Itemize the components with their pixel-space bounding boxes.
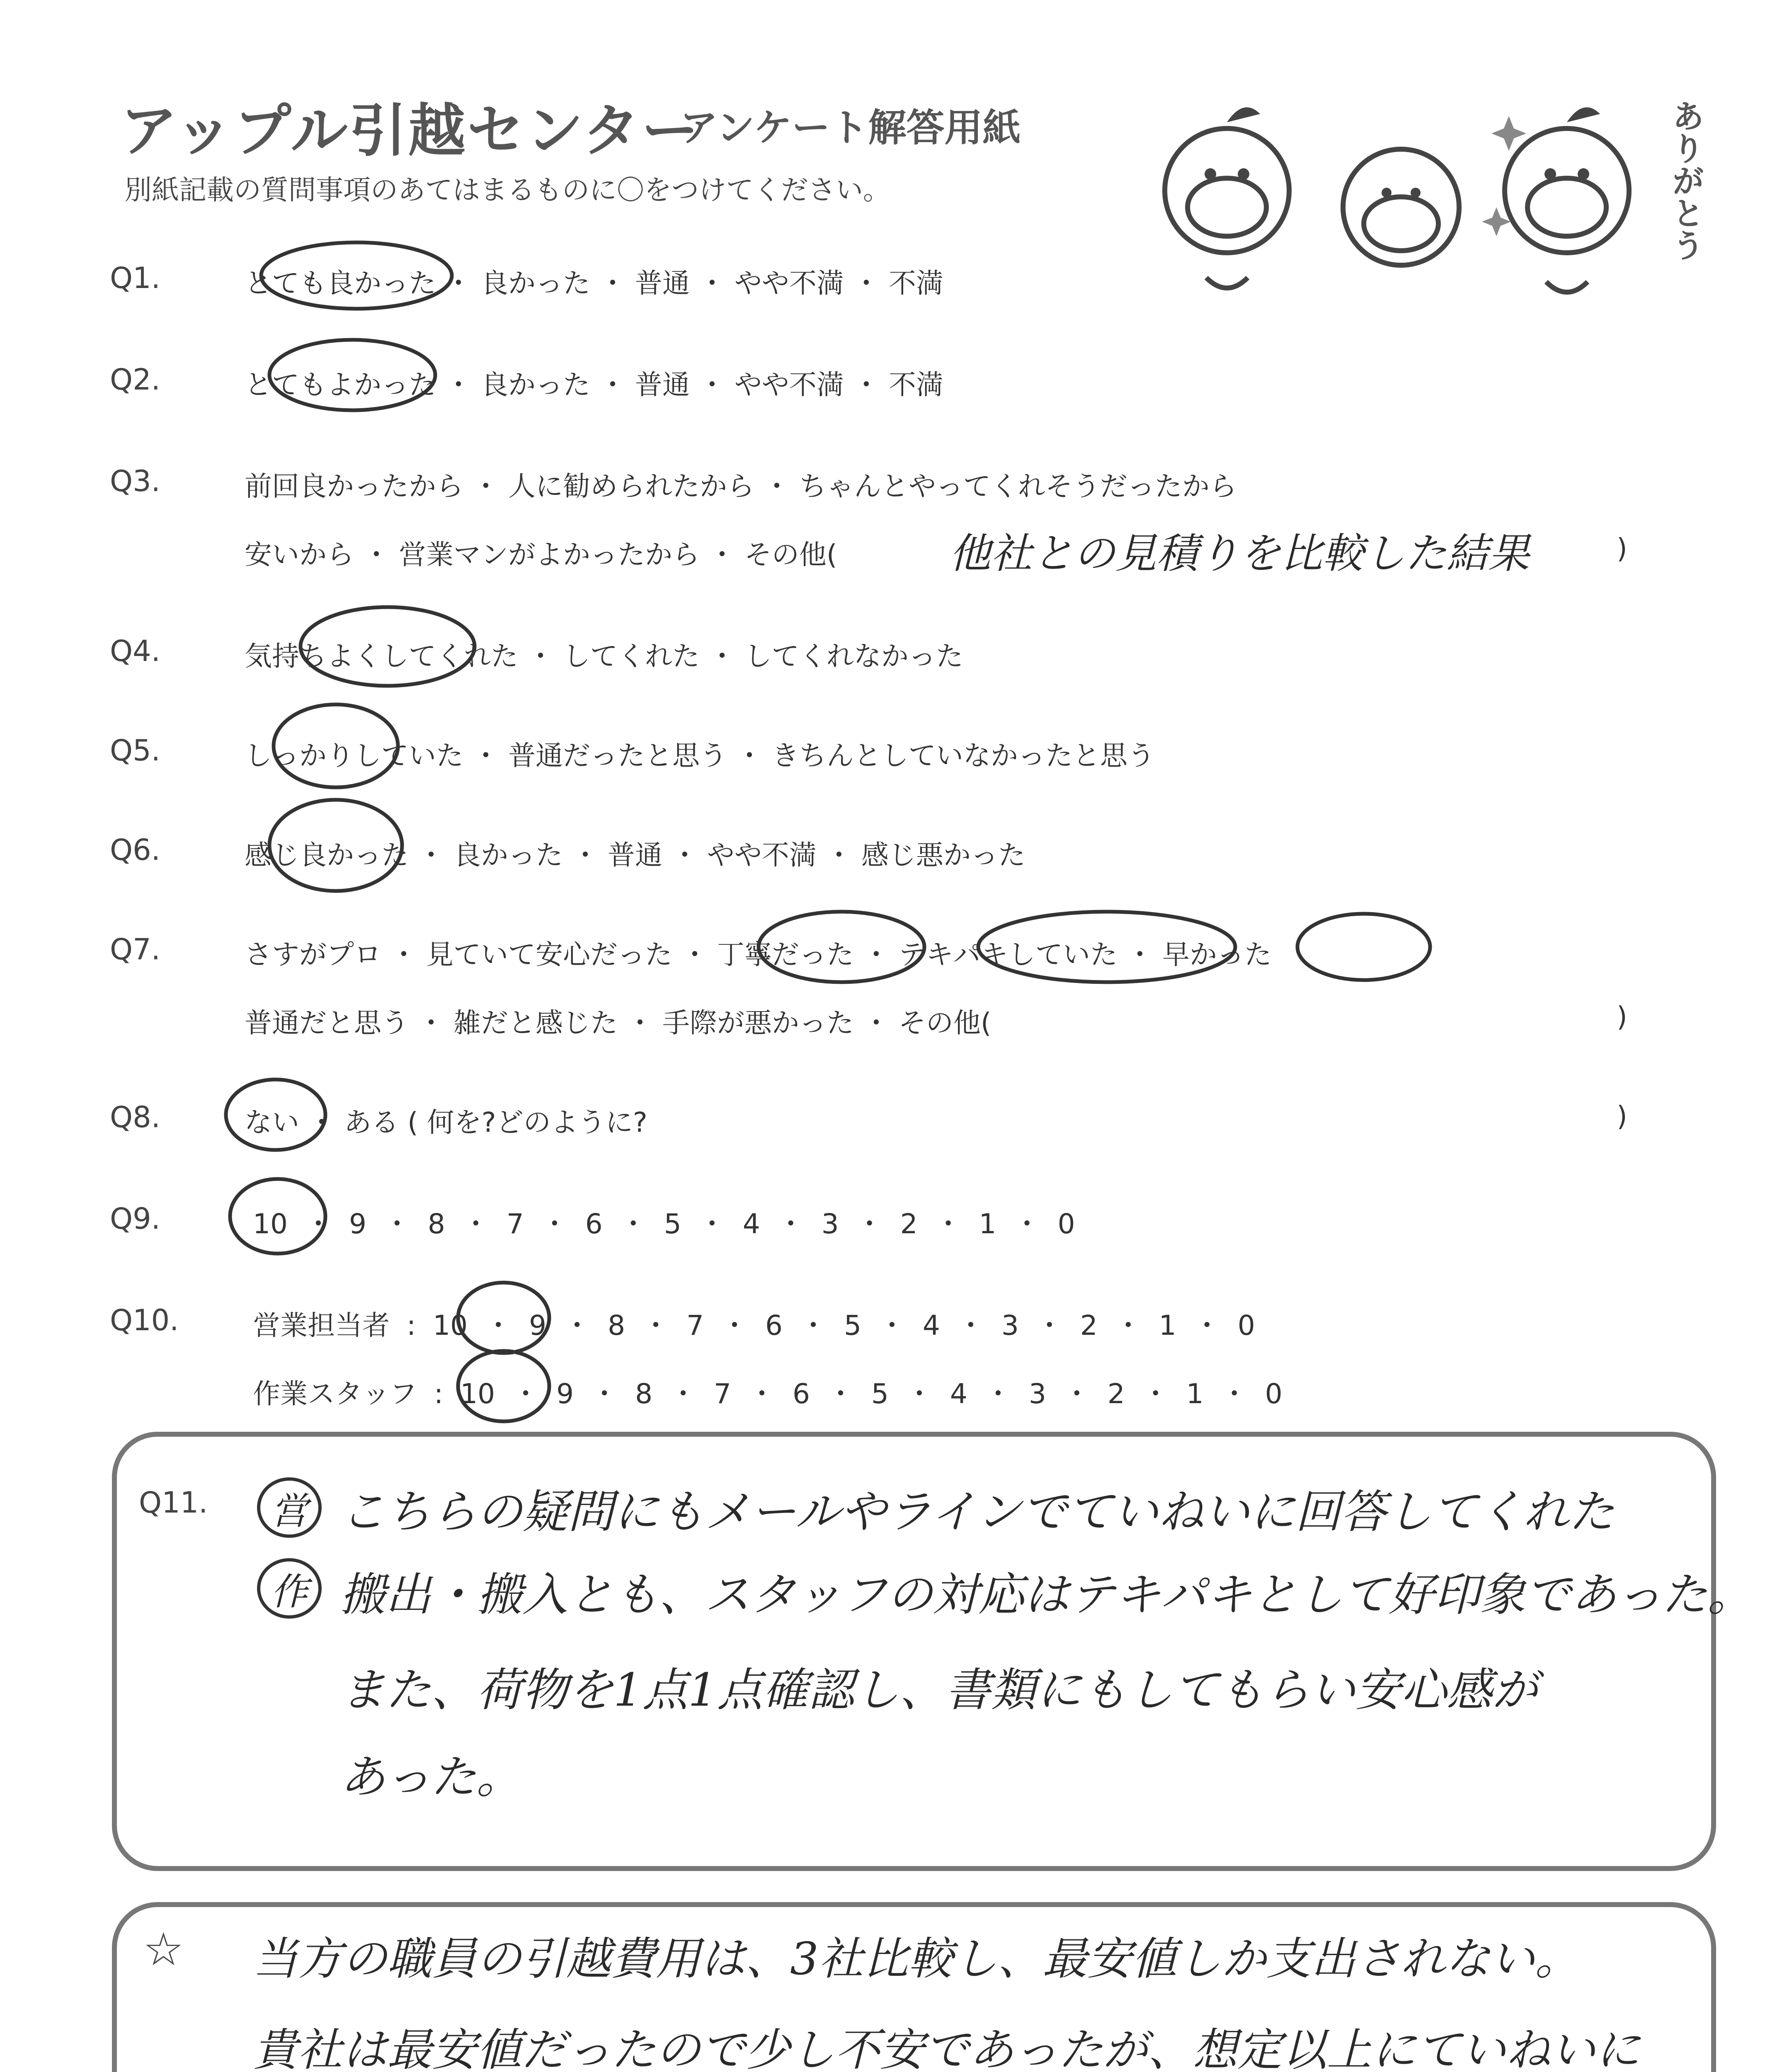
q8-label: Q8. [110,1100,160,1134]
comment-line-1: 当方の職員の引越費用は、3社比較し、最安値しか支出されない。 [253,1933,1580,1985]
q11-line-2: 搬出・搬入とも、スタッフの対応はテキパキとして好印象であった。 [340,1568,1753,1621]
q3-other-answer: 他社との見積りを比較した結果 [949,529,1530,578]
q3-paren-close: ) [1617,533,1627,564]
q7-options-line2[interactable]: 普通だと思う ・ 雑だと感じた ・ 手際が悪かった ・ その他( [245,1007,992,1039]
q11-line-3: また、荷物を1点1点確認し、書類にもしてもらい安心感が [340,1663,1538,1716]
form-title: アップル引越センター [120,97,701,164]
q3-label: Q3. [110,464,160,498]
q10-label: Q10. [110,1303,179,1337]
q11-line-1: こちらの疑問にもメールやラインでていねいに回答してくれた [340,1485,1615,1538]
q11-sales-marker: 営 [257,1477,322,1538]
q8-options[interactable]: ない ・ ある ( 何を?どのように? [245,1106,647,1138]
q6-label: Q6. [110,833,160,867]
comment-line-2: 貴社は最安値だったので少し不安であったが、想定以上にていねいに [253,2024,1640,2072]
q1-options[interactable]: とても良かった ・ 良かった ・ 普通 ・ やや不満 ・ 不満 [245,267,943,299]
q7-label: Q7. [110,932,160,966]
mascot-caption: ありがとう [1667,99,1704,261]
q6-options[interactable]: 感じ良かった ・ 良かった ・ 普通 ・ やや不満 ・ 感じ悪かった [245,839,1026,871]
instruction-text: 別紙記載の質問事項のあてはまるものに〇をつけてください。 [124,174,890,206]
q1-answer-circle [261,242,452,309]
q5-label: Q5. [110,733,160,767]
q5-answer-circle [274,704,398,787]
q6-answer-circle [269,800,402,891]
q11-line-4: あった。 [340,1750,522,1803]
q8-paren-close: ) [1617,1100,1627,1132]
q1-label: Q1. [110,261,160,295]
q10-sales-circle [458,1283,549,1353]
form-subtitle: アンケート解答用紙 [680,106,1021,150]
q4-label: Q4. [110,634,160,668]
q10-sales-scale[interactable]: 営業担当者 : 10 ・ 9 ・ 8 ・ 7 ・ 6 ・ 5 ・ 4 ・ 3 ・ 2 ・ 1 ・ 0 [253,1310,1255,1341]
q10-staff-scale[interactable]: 作業スタッフ : 10 ・ 9 ・ 8 ・ 7 ・ 6 ・ 5 ・ 4 ・ 3 ・ 2 ・ 1 ・ 0 [253,1378,1283,1410]
q3-options-line2[interactable]: 安いから ・ 営業マンがよかったから ・ その他( [245,539,837,571]
star-icon: ☆ [143,1923,184,1976]
q11-label: Q11. [139,1486,208,1520]
q9-scale[interactable]: 10 ・ 9 ・ 8 ・ 7 ・ 6 ・ 5 ・ 4 ・ 3 ・ 2 ・ 1 ・ 0 [253,1208,1075,1240]
q5-options[interactable]: しっかりしていた ・ 普通だったと思う ・ きちんとしていなかったと思う [245,740,1155,772]
q8-answer-circle [226,1080,325,1150]
q2-options[interactable]: とてもよかった ・ 良かった ・ 普通 ・ やや不満 ・ 不満 [245,369,943,401]
q11-staff-marker: 作 [257,1558,322,1619]
q7-circle-fast [1297,914,1430,980]
q7-circle-efficient [978,912,1235,982]
q4-options[interactable]: 気持ちよくしてくれた ・ してくれた ・ してくれなかった [245,640,963,672]
q2-label: Q2. [110,363,160,397]
q7-circle-polite [759,912,924,982]
q9-answer-circle [230,1179,325,1254]
q7-paren-close: ) [1617,1001,1627,1033]
q7-options-line1[interactable]: さすがプロ ・ 見ていて安心だった ・ 丁寧だった ・ テキパキしていた ・ 早かった [245,939,1272,971]
q2-answer-circle [269,340,435,410]
q3-options-line1[interactable]: 前回良かったから ・ 人に勧められたから ・ ちゃんとやってくれそうだったから [245,470,1237,502]
q4-answer-circle [301,607,475,686]
q9-label: Q9. [110,1202,160,1236]
q10-staff-circle [458,1351,549,1421]
